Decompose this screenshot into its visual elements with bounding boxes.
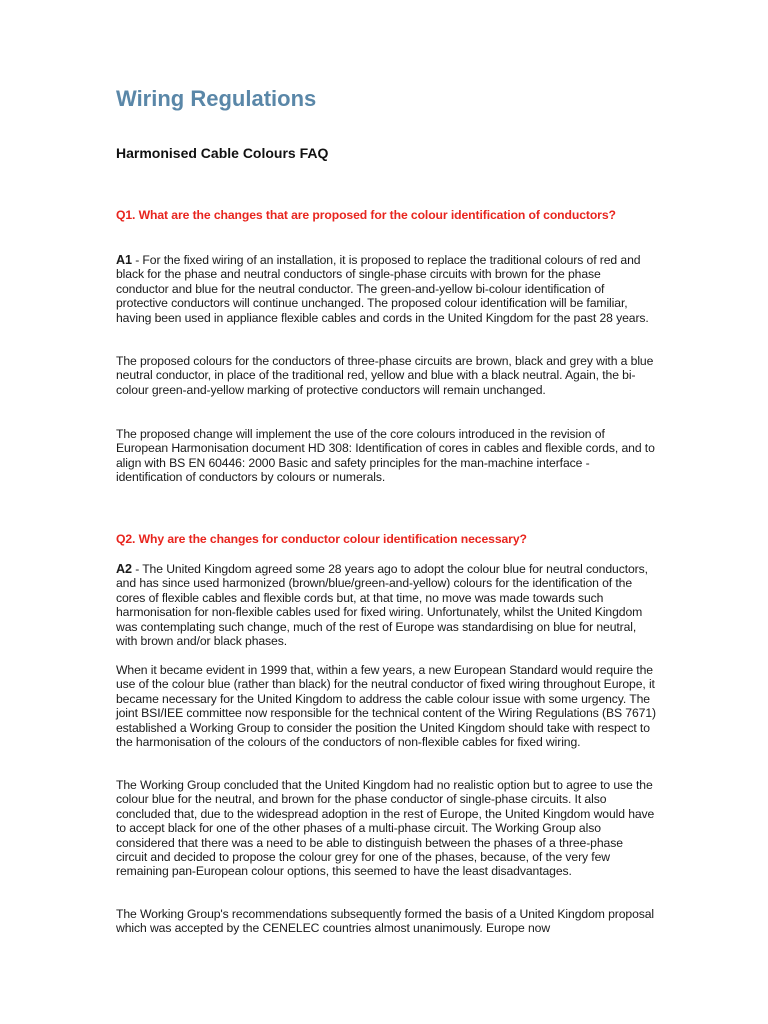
answer-1-paragraph-2: The proposed colours for the conductors of three-phase circuits are brown, black and grey with a blue neutral conductor, in place of the traditional red, yellow and blue with a black neutral. Again, the bi-colour green-and-yellow marking of protective conductors will remain unchanged.: [116, 354, 654, 397]
answer-2-paragraph-3: The Working Group concluded that the United Kingdom had no realistic option but to agree to use the colour blue for the neutral, and brown for the phase conductor of single-phase circuits. It also concluded that, due to the widespread adoption in the rest of Europe, the United Kingdom would have to accept black for one of the other phases of a multi-phase circuit. The Working Group also considered that there was a need to be able to distinguish between the phases of a three-phase circuit and decided to propose the colour grey for one of the phases, because, of the very few remaining pan-European colour options, this seemed to have the least disadvantages.: [116, 778, 655, 879]
page-subtitle: Harmonised Cable Colours FAQ: [116, 145, 329, 161]
answer-label: A2: [116, 562, 132, 576]
page-title: Wiring Regulations: [116, 86, 317, 111]
answer-2-paragraph-2: When it became evident in 1999 that, within a few years, a new European Standard would require the use of the colour blue (rather than black) for the neutral conductor of fixed wiring throughout Europe, it became necessary for the United Kingdom to address the cable colour issue with some urgency. The joint BSI/IEE committee now responsible for the technical content of the Wiring Regulations (BS 7671) established a Working Group to consider the position the United Kingdom should take with respect to the harmonisation of the colours of the conductors of non-flexible cables for fixed wiring.: [116, 663, 656, 750]
answer-1-paragraph-3: The proposed change will implement the use of the core colours introduced in the revision of European Harmonisation document HD 308: Identification of cores in cables and flexible cords, and to align with BS EN 60446: 2000 Basic and safety principles for the man-machine interface - identification of conductors by colours or numerals.: [116, 427, 655, 485]
question-1: Q1. What are the changes that are proposed for the colour identification of conductors?: [116, 208, 616, 222]
answer-text: - The United Kingdom agreed some 28 years ago to adopt the colour blue for neutral conductors, and has since used harmonized (brown/blue/green-and-yellow) colours for the identification of the cores of flexible cables and flexible cords but, at that time, no move was made towards such harmonisation for non-flexible cables used for fixed wiring. Unfortunately, whilst the United Kingdom was contemplating such change, much of the rest of Europe was standardising on blue for neutral, with brown and/or black phases.: [116, 562, 648, 649]
answer-2-paragraph-1: [116, 562, 656, 648]
question-2: Q2. Why are the changes for conductor colour identification necessary?: [116, 532, 527, 546]
answer-2-paragraph-4: The Working Group's recommendations subsequently formed the basis of a United Kingdom proposal which was accepted by the CENELEC countries almost unanimously. Europe now: [116, 907, 655, 936]
answer-label: A1: [116, 253, 132, 267]
answer-1-paragraph-1: [116, 253, 656, 325]
answer-text: - For the fixed wiring of an installation, it is proposed to replace the traditional colours of red and black for the phase and neutral conductors of single-phase circuits with brown for the phase conductor and blue for the neutral conductor. The green-and-yellow bi-colour identification of protective conductors will continue unchanged. The proposed colour identification will be familiar, having been used in appliance flexible cables and cords in the United Kingdom for the past 28 years.: [116, 253, 649, 325]
